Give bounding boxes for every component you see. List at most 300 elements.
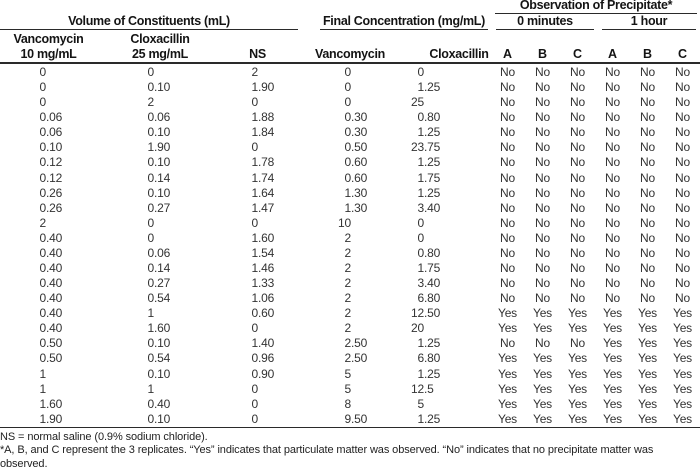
vancomycin-volume-cell <box>0 95 105 110</box>
value-integer-part: 1 <box>344 200 351 215</box>
value-integer-part: 0 <box>147 261 154 276</box>
cloxacillin-concentration-cell <box>390 306 490 321</box>
value-integer-part: 0 <box>344 65 351 79</box>
obs-1hr-c-cell: No <box>675 80 690 95</box>
value-integer-part: 1 <box>417 366 424 381</box>
obs-1hr-c-cell: No <box>675 110 690 125</box>
vancomycin-concentration-cell <box>300 351 390 366</box>
cloxacillin-volume-cell <box>105 367 215 382</box>
obs-1hr-c-cell: No <box>675 155 690 170</box>
vancomycin-volume-cell <box>0 321 105 336</box>
cloxacillin-concentration-cell <box>390 80 490 95</box>
cloxacillin-volume-cell <box>105 336 215 351</box>
obs-0min-c-cell: No <box>570 291 585 306</box>
vancomycin-volume-cell <box>0 397 105 412</box>
value-integer-part: 25 <box>411 95 424 110</box>
obs-0min-a-cell: No <box>500 245 515 260</box>
value-integer-part: 0 <box>39 170 46 185</box>
obs-1hr-c-cell: No <box>675 261 690 276</box>
obs-0min-b-cell: No <box>535 125 550 140</box>
value-fraction-part <box>351 261 390 276</box>
obs-1hr-a-cell: No <box>605 230 620 245</box>
value-integer-part: 12 <box>411 381 424 396</box>
value-integer-part: 0 <box>344 110 351 125</box>
value-integer-part: 2 <box>344 291 351 306</box>
obs-0min-b-cell: No <box>535 95 550 110</box>
obs-1hr-b-cell: No <box>640 170 655 185</box>
value-integer-part: 2 <box>344 276 351 291</box>
value-fraction-part: .40 <box>46 276 63 291</box>
value-integer-part: 0 <box>147 245 154 260</box>
vancomycin-volume-cell <box>0 382 105 397</box>
obs-0min-a-cell: No <box>500 261 515 276</box>
cloxacillin-volume-cell <box>105 95 215 110</box>
ns-volume-cell <box>215 291 300 306</box>
cloxacillin-concentration-cell <box>390 367 490 382</box>
ns-volume-cell <box>215 367 300 382</box>
obs-0min-c-cell: No <box>570 185 585 200</box>
value-integer-part: 1 <box>417 411 424 426</box>
cloxacillin-volume-cell <box>105 125 215 140</box>
obs-0min-a-cell: No <box>500 155 515 170</box>
obs-0min-a-cell: No <box>500 95 515 110</box>
obs-1hr-a-cell: No <box>605 110 620 125</box>
obs-0min-b-cell: No <box>535 110 550 125</box>
value-fraction-part <box>258 321 300 336</box>
value-integer-part: 0 <box>39 321 46 336</box>
obs-1hr-b-cell: No <box>640 95 655 110</box>
value-integer-part: 0 <box>417 65 424 79</box>
cloxacillin-volume-cell <box>105 231 215 246</box>
obs-0min-c-cell: Yes <box>568 381 587 396</box>
obs-1hr-b-cell: Yes <box>638 381 657 396</box>
value-integer-part: 1 <box>417 336 424 351</box>
value-integer-part: 2 <box>344 351 351 366</box>
ns-volume-cell <box>215 336 300 351</box>
obs-0min-a-cell: No <box>500 230 515 245</box>
obs-0min-b-cell: Yes <box>533 381 552 396</box>
value-integer-part: 0 <box>147 276 154 291</box>
obs-1hr-c-cell: Yes <box>673 396 692 411</box>
value-integer-part: 0 <box>344 95 351 110</box>
value-fraction-part: .40 <box>46 230 63 245</box>
obs-1hr-c-cell: No <box>675 125 690 140</box>
value-integer-part: 0 <box>39 95 46 110</box>
obs-1hr-b-cell: No <box>640 245 655 260</box>
value-integer-part: 0 <box>251 366 258 381</box>
value-fraction-part: .75 <box>424 170 441 185</box>
value-fraction-part <box>258 140 300 155</box>
value-integer-part: 0 <box>147 411 154 426</box>
value-fraction-part <box>351 231 390 246</box>
obs-0min-b-cell: Yes <box>533 351 552 366</box>
col-header-0min-b: B <box>537 47 548 61</box>
value-fraction-part: .47 <box>258 200 275 215</box>
value-fraction-part: .60 <box>154 321 171 336</box>
value-integer-part: 5 <box>344 366 351 381</box>
col-header-vancomycin-concentration <box>300 30 390 62</box>
obs-0min-c-cell: No <box>570 95 585 110</box>
ns-volume-cell <box>215 382 300 397</box>
value-fraction-part: .06 <box>46 110 63 125</box>
obs-0min-a-cell: Yes <box>498 321 517 336</box>
value-integer-part: 0 <box>344 80 351 95</box>
obs-0min-c-cell: Yes <box>568 306 587 321</box>
value-integer-part: 2 <box>344 245 351 260</box>
value-integer-part: 1 <box>417 185 424 200</box>
value-integer-part: 2 <box>344 230 351 245</box>
value-fraction-part: .30 <box>351 110 368 125</box>
value-fraction-part: .25 <box>424 125 441 140</box>
value-integer-part: 23 <box>411 140 424 155</box>
value-integer-part: 0 <box>417 215 424 230</box>
obs-0min-a-cell: Yes <box>498 351 517 366</box>
obs-0min-c-cell: No <box>570 215 585 230</box>
value-integer-part: 6 <box>417 351 424 366</box>
cloxacillin-concentration-cell <box>390 351 490 366</box>
value-integer-part: 0 <box>147 291 154 306</box>
vancomycin-volume-cell <box>0 336 105 351</box>
value-integer-part: 0 <box>39 291 46 306</box>
col-header-1hr-a: A <box>607 47 618 61</box>
cloxacillin-volume-cell <box>105 186 215 201</box>
vancomycin-concentration-cell <box>300 231 390 246</box>
value-integer-part: 0 <box>147 80 154 95</box>
obs-1hr-a-cell: No <box>605 215 620 230</box>
value-integer-part: 1 <box>147 381 154 396</box>
value-fraction-part <box>258 412 300 427</box>
value-fraction-part: .27 <box>154 276 171 291</box>
vancomycin-volume-cell <box>0 201 105 216</box>
value-integer-part: 0 <box>344 125 351 140</box>
value-fraction-part: .25 <box>424 80 441 95</box>
value-fraction-part: .06 <box>154 245 171 260</box>
cloxacillin-concentration-cell <box>390 321 490 336</box>
vancomycin-concentration-cell <box>300 291 390 306</box>
value-integer-part: 0 <box>39 65 46 79</box>
obs-1hr-a-cell: No <box>605 95 620 110</box>
value-integer-part: 0 <box>39 110 46 125</box>
obs-0min-c-cell: Yes <box>568 351 587 366</box>
obs-1hr-c-cell: No <box>675 200 690 215</box>
value-fraction-part <box>424 95 490 110</box>
vancomycin-volume-cell <box>0 140 105 155</box>
cloxacillin-volume-cell <box>105 306 215 321</box>
obs-0min-c-cell: Yes <box>568 321 587 336</box>
value-fraction-part <box>258 382 300 397</box>
value-integer-part: 1 <box>39 396 46 411</box>
value-integer-part: 0 <box>251 95 258 110</box>
value-integer-part: 0 <box>251 381 258 396</box>
cloxacillin-volume-cell <box>105 261 215 276</box>
ns-volume-cell <box>215 125 300 140</box>
obs-0min-a-cell: Yes <box>498 306 517 321</box>
value-integer-part: 1 <box>251 125 258 140</box>
value-fraction-part <box>46 382 105 397</box>
value-fraction-part <box>424 216 490 231</box>
ns-volume-cell <box>215 216 300 231</box>
cloxacillin-concentration-cell <box>390 231 490 246</box>
value-fraction-part: .10 <box>46 140 63 155</box>
value-integer-part: 1 <box>417 155 424 170</box>
obs-1hr-b-cell: No <box>640 110 655 125</box>
value-fraction-part <box>351 95 390 110</box>
obs-1hr-b-cell: No <box>640 125 655 140</box>
value-fraction-part: .5 <box>424 381 434 396</box>
value-integer-part: 2 <box>344 261 351 276</box>
value-fraction-part: .40 <box>46 321 63 336</box>
value-fraction-part: .10 <box>154 411 171 426</box>
value-integer-part: 0 <box>344 170 351 185</box>
value-integer-part: 0 <box>147 215 154 230</box>
value-fraction-part <box>424 65 490 80</box>
vancomycin-concentration-cell <box>300 186 390 201</box>
obs-0min-c-cell: No <box>570 140 585 155</box>
obs-1hr-a-cell: No <box>605 65 620 79</box>
value-fraction-part <box>258 397 300 412</box>
obs-0min-a-cell: No <box>500 110 515 125</box>
value-fraction-part: .60 <box>258 230 275 245</box>
vancomycin-concentration-cell <box>300 246 390 261</box>
obs-1hr-c-cell: Yes <box>673 366 692 381</box>
value-fraction-part: .06 <box>258 291 275 306</box>
obs-0min-b-cell: No <box>535 200 550 215</box>
col-header-vancomycin-volume-line2: 10 mg/mL <box>20 47 77 61</box>
vancomycin-concentration-cell <box>300 261 390 276</box>
cloxacillin-volume-cell <box>105 246 215 261</box>
obs-1hr-b-cell: Yes <box>638 306 657 321</box>
obs-1hr-c-cell: No <box>675 185 690 200</box>
value-fraction-part: .06 <box>154 110 171 125</box>
vancomycin-concentration-cell <box>300 367 390 382</box>
value-integer-part: 3 <box>417 276 424 291</box>
value-integer-part: 0 <box>147 155 154 170</box>
value-integer-part: 9 <box>344 411 351 426</box>
value-fraction-part: .40 <box>424 200 441 215</box>
value-fraction-part: .90 <box>46 411 63 426</box>
value-fraction-part: .90 <box>154 140 171 155</box>
table-footnotes <box>0 427 700 470</box>
cloxacillin-volume-cell <box>105 276 215 291</box>
value-integer-part: 0 <box>39 351 46 366</box>
value-integer-part: 0 <box>417 110 424 125</box>
ns-volume-cell <box>215 412 300 427</box>
vancomycin-volume-cell <box>0 291 105 306</box>
value-fraction-part <box>46 95 105 110</box>
obs-1hr-a-cell: Yes <box>603 366 622 381</box>
col-header-ns <box>215 30 300 62</box>
obs-0min-b-cell: No <box>535 215 550 230</box>
vancomycin-volume-cell <box>0 276 105 291</box>
col-header-1hr-b: B <box>642 47 653 61</box>
value-fraction-part <box>154 231 215 246</box>
value-fraction-part <box>154 65 215 80</box>
cloxacillin-volume-cell <box>105 155 215 170</box>
value-fraction-part: .12 <box>46 155 63 170</box>
value-integer-part: 0 <box>39 245 46 260</box>
col-header-vancomycin-volume-line1: Vancomycin <box>13 32 84 46</box>
cloxacillin-concentration-cell <box>390 155 490 170</box>
ns-volume-cell <box>215 110 300 125</box>
value-fraction-part <box>424 321 490 336</box>
footnote-ns: NS = normal saline (0.9% sodium chloride). <box>0 430 208 443</box>
obs-1hr-c-cell: Yes <box>673 336 692 351</box>
obs-1hr-a-cell: No <box>605 170 620 185</box>
col-header-cloxacillin-volume <box>105 30 215 62</box>
col-header-vancomycin-volume <box>0 30 105 62</box>
value-fraction-part: .40 <box>46 306 63 321</box>
value-fraction-part: .50 <box>351 140 368 155</box>
value-integer-part: 0 <box>251 140 258 155</box>
obs-0min-b-cell: No <box>535 336 550 351</box>
group-header-0-minutes <box>490 14 595 30</box>
ns-volume-cell <box>215 140 300 155</box>
vancomycin-concentration-cell <box>300 306 390 321</box>
vancomycin-concentration-cell <box>300 412 390 427</box>
value-fraction-part <box>351 382 390 397</box>
value-fraction-part <box>351 367 390 382</box>
value-fraction-part: .40 <box>46 245 63 260</box>
value-integer-part: 0 <box>147 185 154 200</box>
value-fraction-part <box>351 216 390 231</box>
value-fraction-part: .40 <box>154 396 171 411</box>
group-header-final-concentration-label: Final Concentration (mg/mL) <box>320 15 488 30</box>
obs-1hr-b-cell: No <box>640 230 655 245</box>
value-integer-part: 6 <box>417 291 424 306</box>
value-fraction-part: .80 <box>424 245 441 260</box>
obs-0min-c-cell: Yes <box>568 366 587 381</box>
value-integer-part: 1 <box>251 291 258 306</box>
obs-1hr-c-cell: No <box>675 215 690 230</box>
value-integer-part: 0 <box>417 245 424 260</box>
value-fraction-part: .30 <box>351 125 368 140</box>
value-fraction-part: .75 <box>424 261 441 276</box>
obs-0min-a-cell: No <box>500 200 515 215</box>
value-fraction-part <box>351 246 390 261</box>
value-fraction-part: .50 <box>351 411 368 426</box>
value-fraction-part <box>351 80 390 95</box>
obs-0min-b-cell: No <box>535 185 550 200</box>
value-fraction-part: .10 <box>154 336 171 351</box>
obs-1hr-a-cell: Yes <box>603 396 622 411</box>
obs-1hr-b-cell: Yes <box>638 396 657 411</box>
cloxacillin-volume-cell <box>105 291 215 306</box>
group-header-0-minutes-label: 0 minutes <box>496 15 594 30</box>
value-fraction-part: .10 <box>154 155 171 170</box>
vancomycin-volume-cell <box>0 80 105 95</box>
obs-0min-c-cell: No <box>570 125 585 140</box>
value-fraction-part: .50 <box>351 351 368 366</box>
value-integer-part: 1 <box>251 80 258 95</box>
group-header-observation <box>490 0 700 14</box>
obs-1hr-c-cell: Yes <box>673 351 692 366</box>
obs-0min-a-cell: No <box>500 140 515 155</box>
value-fraction-part: .14 <box>154 261 171 276</box>
obs-0min-b-cell: Yes <box>533 396 552 411</box>
cloxacillin-volume-cell <box>105 397 215 412</box>
obs-0min-c-cell: No <box>570 245 585 260</box>
obs-1hr-b-cell: No <box>640 200 655 215</box>
cloxacillin-concentration-cell <box>390 186 490 201</box>
group-header-volume-label: Volume of Constituents (mL) <box>0 15 298 30</box>
value-integer-part: 0 <box>39 276 46 291</box>
value-integer-part: 2 <box>39 215 46 230</box>
col-header-cloxacillin-volume-line2: 25 mg/mL <box>132 47 188 61</box>
obs-0min-a-cell: No <box>500 80 515 95</box>
obs-1hr-a-cell: No <box>605 291 620 306</box>
obs-0min-b-cell: Yes <box>533 411 552 426</box>
vancomycin-concentration-cell <box>300 171 390 186</box>
obs-1hr-c-cell: No <box>675 65 690 79</box>
cloxacillin-volume-cell <box>105 80 215 95</box>
obs-1hr-c-cell: No <box>675 230 690 245</box>
value-integer-part: 1 <box>251 336 258 351</box>
value-integer-part: 1 <box>147 306 154 321</box>
value-integer-part: 1 <box>39 381 46 396</box>
cloxacillin-volume-cell <box>105 382 215 397</box>
vancomycin-concentration-cell <box>300 155 390 170</box>
value-fraction-part: .26 <box>46 185 63 200</box>
obs-0min-c-cell: No <box>570 170 585 185</box>
cloxacillin-volume-cell <box>105 351 215 366</box>
value-integer-part: 0 <box>39 336 46 351</box>
obs-0min-b-cell: Yes <box>533 321 552 336</box>
value-integer-part: 0 <box>251 321 258 336</box>
cloxacillin-concentration-cell <box>390 382 490 397</box>
vancomycin-volume-cell <box>0 246 105 261</box>
value-fraction-part: .54 <box>154 351 171 366</box>
vancomycin-concentration-cell <box>300 336 390 351</box>
value-fraction-part: .10 <box>154 80 171 95</box>
value-fraction-part <box>46 80 105 95</box>
value-integer-part: 0 <box>251 306 258 321</box>
value-fraction-part: .25 <box>424 336 441 351</box>
value-integer-part: 0 <box>39 306 46 321</box>
value-fraction-part: .60 <box>351 170 368 185</box>
value-integer-part: 0 <box>39 230 46 245</box>
obs-1hr-b-cell: No <box>640 80 655 95</box>
group-header-final-concentration <box>300 14 490 30</box>
obs-0min-b-cell: No <box>535 80 550 95</box>
vancomycin-concentration-cell <box>300 65 390 80</box>
value-fraction-part: .40 <box>46 291 63 306</box>
col-header-cloxacillin-volume-line1: Cloxacillin <box>130 32 190 46</box>
value-integer-part: 0 <box>147 65 154 79</box>
value-integer-part: 1 <box>251 230 258 245</box>
value-integer-part: 3 <box>417 200 424 215</box>
ns-volume-cell <box>215 261 300 276</box>
obs-1hr-b-cell: No <box>640 140 655 155</box>
obs-0min-c-cell: Yes <box>568 396 587 411</box>
value-integer-part: 0 <box>251 351 258 366</box>
obs-1hr-a-cell: Yes <box>603 381 622 396</box>
value-integer-part: 20 <box>411 321 424 336</box>
obs-1hr-b-cell: Yes <box>638 321 657 336</box>
value-fraction-part: .25 <box>424 411 441 426</box>
obs-1hr-a-cell: Yes <box>603 351 622 366</box>
obs-1hr-b-cell: No <box>640 261 655 276</box>
value-fraction-part: .96 <box>258 351 275 366</box>
obs-0min-b-cell: No <box>535 276 550 291</box>
obs-1hr-a-cell: No <box>605 185 620 200</box>
obs-0min-a-cell: No <box>500 65 515 79</box>
cloxacillin-volume-cell <box>105 201 215 216</box>
value-fraction-part <box>351 291 390 306</box>
vancomycin-volume-cell <box>0 306 105 321</box>
value-fraction-part <box>46 65 105 80</box>
vancomycin-concentration-cell <box>300 201 390 216</box>
obs-0min-c-cell: No <box>570 80 585 95</box>
